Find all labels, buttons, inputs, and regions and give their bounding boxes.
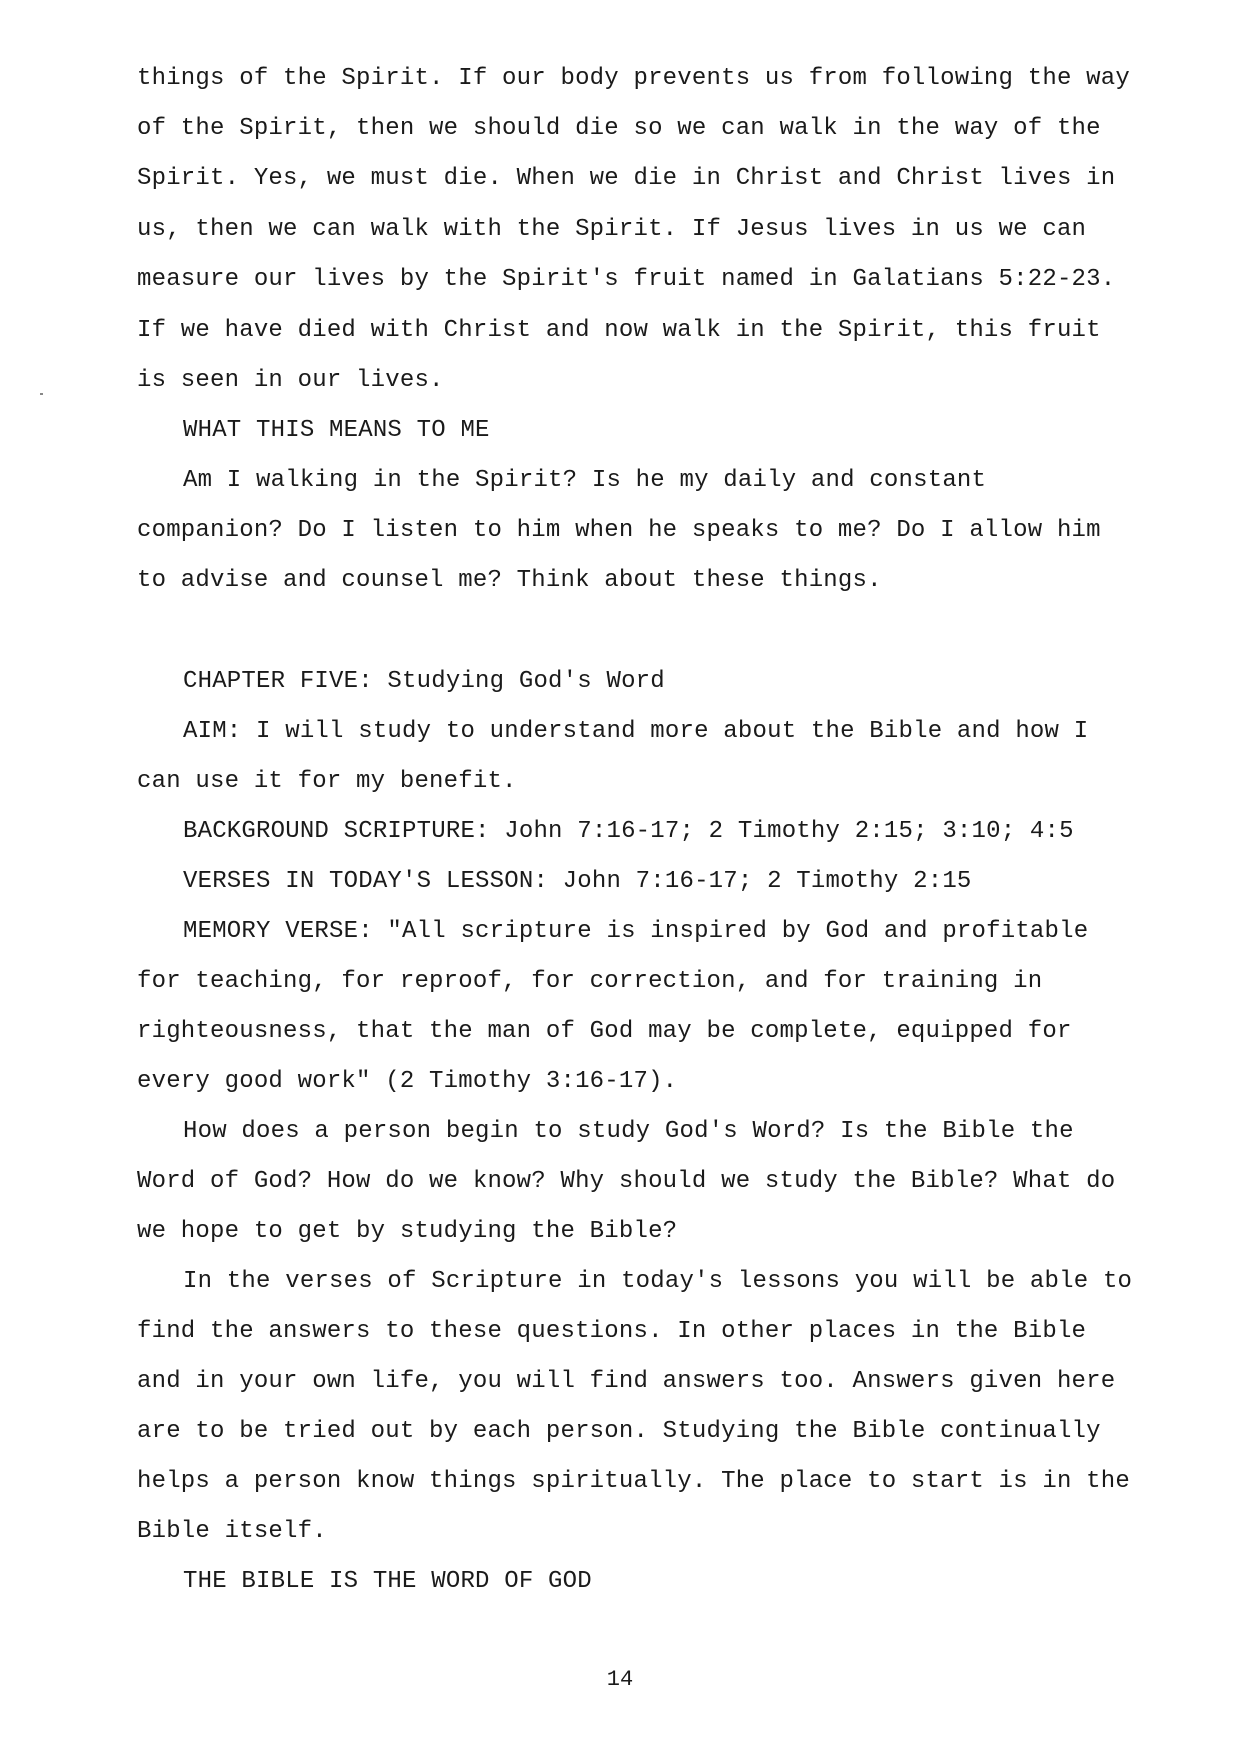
background-scripture: BACKGROUND SCRIPTURE: John 7:16-17; 2 Timothy 2:15; 3:10; 4:5	[183, 818, 1074, 845]
text-line: How does a person begin to study God's Word? Is the Bible the	[183, 1118, 1074, 1145]
verses-in-lesson: VERSES IN TODAY'S LESSON: John 7:16-17; 2 Timothy 2:15	[183, 868, 972, 895]
text-line: things of the Spirit. If our body prevents us from following the way	[137, 65, 1130, 92]
scan-speck	[40, 393, 43, 395]
text-line: Bible itself.	[137, 1518, 327, 1545]
text-line: measure our lives by the Spirit's fruit named in Galatians 5:22-23.	[137, 266, 1116, 293]
text-line: us, then we can walk with the Spirit. If Jesus lives in us we can	[137, 216, 1087, 243]
text-line: Word of God? How do we know? Why should we study the Bible? What do	[137, 1168, 1116, 1195]
text-line: helps a person know things spiritually. The place to start is in the	[137, 1468, 1130, 1495]
text-line: can use it for my benefit.	[137, 768, 517, 795]
memory-verse: MEMORY VERSE: "All scripture is inspired by God and profitable	[183, 918, 1089, 945]
text-line: we hope to get by studying the Bible?	[137, 1218, 678, 1245]
text-line: to advise and counsel me? Think about these things.	[137, 567, 882, 594]
section-heading: THE BIBLE IS THE WORD OF GOD	[183, 1568, 592, 1595]
text-line: righteousness, that the man of God may be complete, equipped for	[137, 1018, 1072, 1045]
text-line: are to be tried out by each person. Studying the Bible continually	[137, 1418, 1101, 1445]
text-line: find the answers to these questions. In other places in the Bible	[137, 1318, 1087, 1345]
aim-line: AIM: I will study to understand more about the Bible and how I	[183, 718, 1089, 745]
text-line: and in your own life, you will find answers too. Answers given here	[137, 1368, 1116, 1395]
text-line: Am I walking in the Spirit? Is he my daily and constant	[183, 467, 987, 494]
page-number: 14	[606, 1667, 634, 1692]
text-line: for teaching, for reproof, for correction, and for training in	[137, 968, 1043, 995]
text-line: every good work" (2 Timothy 3:16-17).	[137, 1068, 678, 1095]
text-line: In the verses of Scripture in today's lessons you will be able to	[183, 1268, 1133, 1295]
section-heading: WHAT THIS MEANS TO ME	[183, 417, 490, 444]
text-line: companion? Do I listen to him when he speaks to me? Do I allow him	[137, 517, 1101, 544]
text-line: of the Spirit, then we should die so we can walk in the way of the	[137, 115, 1101, 142]
text-line: Spirit. Yes, we must die. When we die in Christ and Christ lives in	[137, 165, 1116, 192]
chapter-title: CHAPTER FIVE: Studying God's Word	[183, 668, 665, 695]
text-line: is seen in our lives.	[137, 367, 444, 394]
text-line: If we have died with Christ and now walk in the Spirit, this fruit	[137, 317, 1101, 344]
